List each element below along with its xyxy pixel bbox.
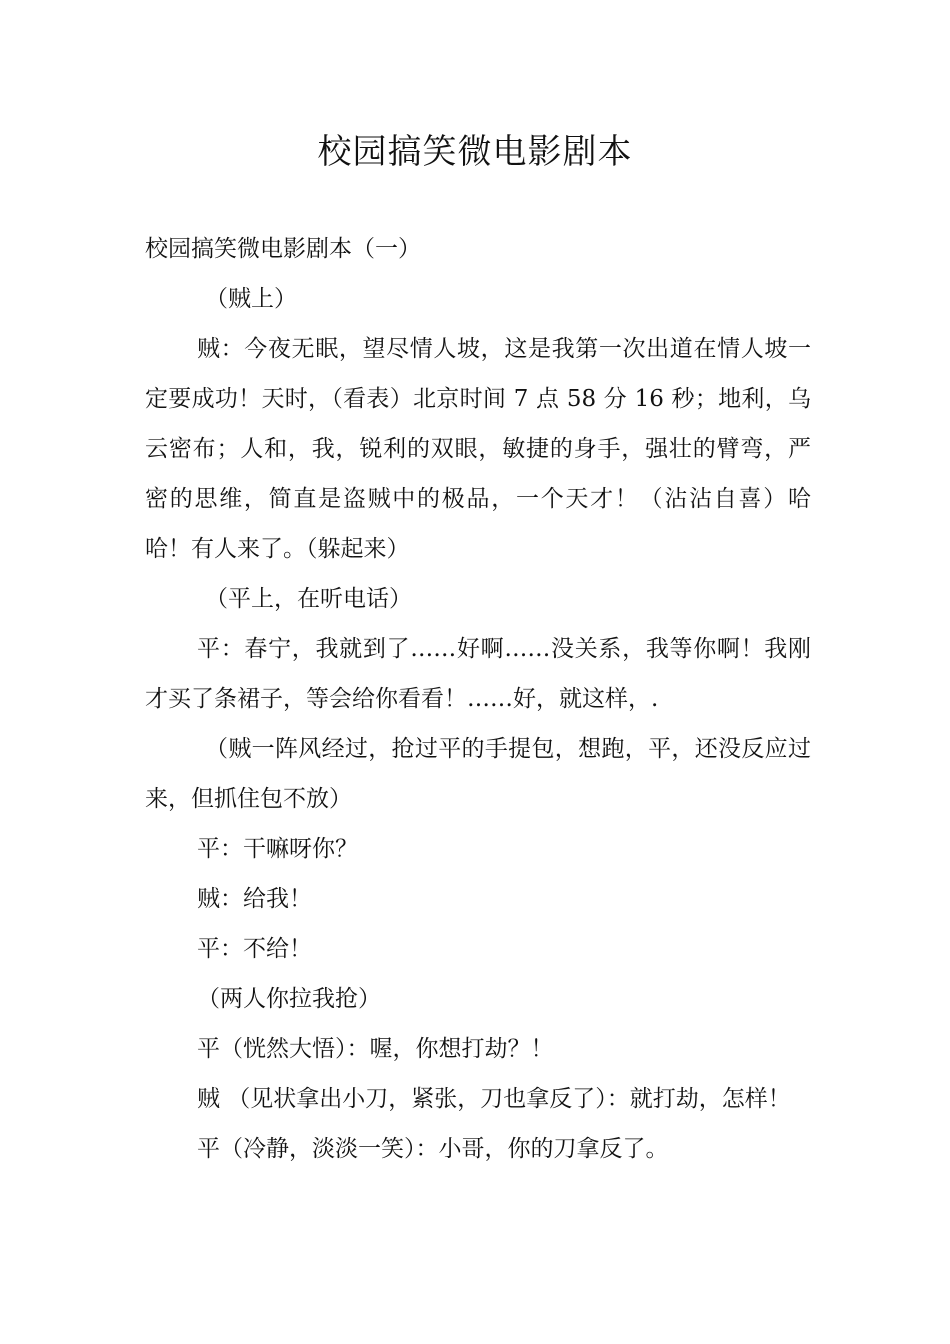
document-title: 校园搞笑微电影剧本 [317, 132, 633, 172]
dialogue-line: 贼：给我！ [197, 886, 312, 912]
dialogue-line: 平（冷静，淡淡一笑）：小哥，你的刀拿反了。 [197, 1136, 669, 1162]
dialogue-paragraph: 平：春宁，我就到了……好啊……没关系，我等你啊！我刚才买了条裙子，等会给你看看！……好，就这样，. [145, 636, 811, 712]
stage-direction: （贼上） [205, 286, 297, 312]
dialogue-paragraph: 贼：今夜无眠，望尽情人坡，这是我第一次出道在情人坡一定要成功！天时，（看表）北京时间 7 点 58 分 16 秒；地利，乌云密布；人和，我，锐利的双眼，敏捷的身手，强壮的臂弯，严密的思维，简直是盗贼中的极品，一个天才！（沾沾自喜）哈哈！有人来了。（躲起来） [145, 336, 811, 562]
dialogue-line: 平：干嘛呀你？ [197, 836, 358, 862]
stage-direction: （两人你拉我抢） [197, 986, 381, 1012]
stage-direction: （平上，在听电话） [205, 586, 412, 612]
dialogue-paragraph: 贼 （见状拿出小刀，紧张，刀也拿反了）：就打劫，怎样！ [197, 1086, 791, 1112]
section-heading: 校园搞笑微电影剧本（一） [145, 236, 421, 262]
script-body [145, 224, 811, 1174]
stage-direction: （贼一阵风经过，抢过平的手提包，想跑，平，还没反应过来，但抓住包不放） [145, 736, 811, 812]
dialogue-line: 平：不给！ [197, 936, 312, 962]
dialogue-line: 平（恍然大悟）：喔，你想打劫？！ [197, 1036, 554, 1062]
